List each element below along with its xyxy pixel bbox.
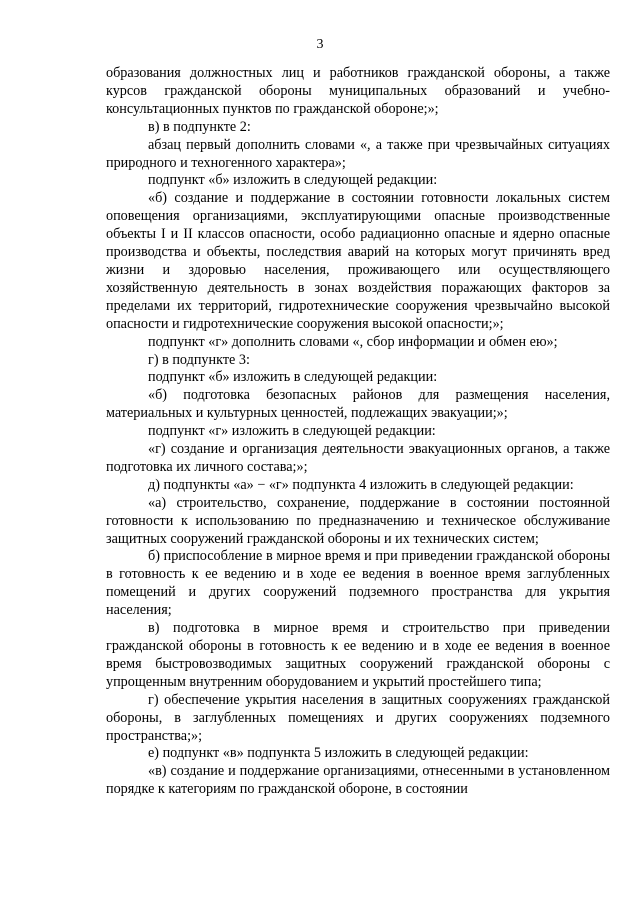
- paragraph: д) подпункты «а» − «г» подпункта 4 изложить в следующей редакции:: [148, 476, 574, 493]
- paragraph: «а) строительство, сохранение, поддержание в состоянии постоянной готовности к использованию по предназначению и техническое обслуживание защитных сооружений гражданской обороны и их технических систем;: [106, 494, 610, 547]
- paragraph: г) в подпункте 3:: [148, 351, 250, 368]
- paragraph: г) обеспечение укрытия населения в защитных сооружениях гражданской обороны, в заглубленных помещениях и других сооружениях подземного пространства;»;: [106, 691, 610, 744]
- paragraph: «в) создание и поддержание организациями, отнесенными в установленном порядке к категориям по гражданской обороне, в состоянии: [106, 763, 610, 798]
- paragraph: подпункт «г» изложить в следующей редакции:: [148, 423, 436, 440]
- paragraph: в) в подпункте 2:: [148, 118, 251, 135]
- paragraph: подпункт «б» изложить в следующей редакции:: [148, 172, 438, 189]
- paragraph: подпункт «г» дополнить словами «, сбор информации и обмен ею»;: [148, 333, 558, 350]
- paragraph: «б) подготовка безопасных районов для размещения населения, материальных и культурных ценностей, подлежащих эвакуации;»;: [106, 387, 610, 422]
- page-number: 3: [316, 37, 324, 52]
- paragraph: б) приспособление в мирное время и при приведении гражданской обороны в готовность к ее ведению и в ходе ее ведения в военное время заглубленных помещений и других сооружений подземного пространства для укрытия населения;: [106, 548, 610, 619]
- paragraph: абзац первый дополнить словами «, а также при чрезвычайных ситуациях природного и техногенного характера»;: [106, 136, 610, 171]
- paragraph: «б) создание и поддержание в состоянии готовности локальных систем оповещения организациями, эксплуатирующими опасные производственные объекты I и II классов опасности, особо радиационно опасные и ядерно опасные производства и объекты, последствия аварий на которых могут причинять вред жизни и здоровью населения, проживающего или осуществляющего хозяйственную деятельность в зонах воздействия поражающих факторов за пределами их территорий, гидротехнические сооружения чрезвычайно высокой опасности и гидротехнические сооружения высокой опасности;»;: [106, 190, 610, 332]
- paragraph: подпункт «б» изложить в следующей редакции:: [148, 369, 438, 386]
- paragraph: в) подготовка в мирное время и строительство при приведении гражданской обороны в готовность к ее ведению и в ходе ее ведения в военное время быстровозводимых защитных сооружений гражданской обороны с упрощенным внутренним оборудованием и укрытий простейшего типа;: [106, 620, 610, 690]
- paragraph: е) подпункт «в» подпункта 5 изложить в следующей редакции:: [148, 745, 529, 762]
- paragraph: образования должностных лиц и работников гражданской обороны, а также курсов гражданской обороны муниципальных образований и учебно-консультационных пунктов по гражданской обороне;»;: [106, 65, 610, 117]
- document-body: [106, 65, 610, 799]
- paragraph: «г) создание и организация деятельности эвакуационных органов, а также подготовка их личного состава;»;: [106, 441, 610, 475]
